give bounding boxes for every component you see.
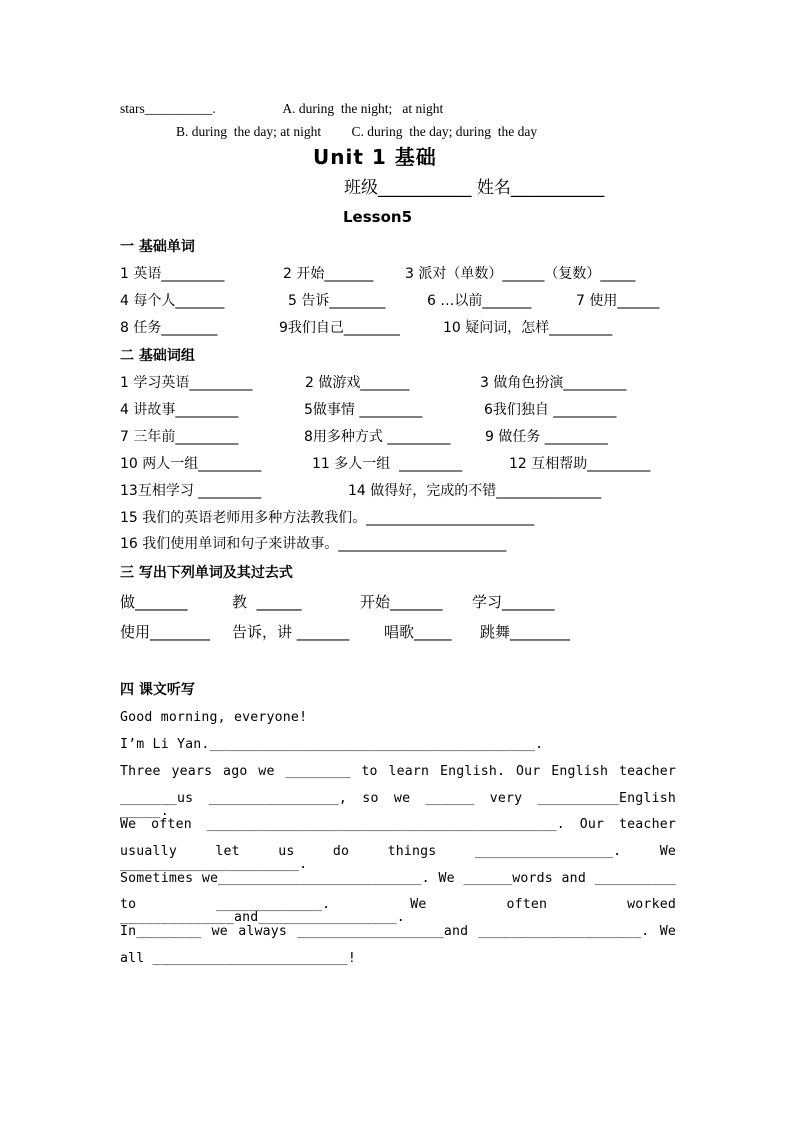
phrase-item: 7 三年前_________ <box>120 429 239 445</box>
sentence-item: 16 我们使用单词和句子来讲故事。________________________ <box>120 536 507 552</box>
phrase-item: 14 做得好，完成的不错_______________ <box>348 483 602 499</box>
phrase-item: 9 做任务 _________ <box>485 429 608 445</box>
past-tense-item: 教 ______ <box>232 593 302 611</box>
vocab-item: 6 …以前_______ <box>427 293 532 309</box>
past-tense-item: 学习_______ <box>472 593 555 611</box>
phrase-item: 5做事情 _________ <box>304 402 423 418</box>
phrase-item: 6我们独自 _________ <box>484 402 617 418</box>
prev-question-line-2: B. during the day; at night C. during the day; during the day <box>176 124 538 139</box>
section-4-heading: 四 课文听写 <box>120 682 195 698</box>
vocab-item: 10 疑问词，怎样_________ <box>443 320 613 336</box>
dictation-line: to _____________. We often worked ______________and_________________. <box>120 897 676 926</box>
vocab-item: 7 使用______ <box>576 293 660 309</box>
past-tense-item: 唱歌_____ <box>384 623 452 641</box>
dictation-line: We often ___________________________________________. Our teacher <box>120 817 676 832</box>
dictation-line: I’m Li Yan.________________________________________. <box>120 737 544 752</box>
page-title: Unit 1 基础 <box>313 145 437 169</box>
dictation-line: Good morning, everyone! <box>120 710 308 725</box>
section-1-heading: 一 基础单词 <box>120 239 195 255</box>
phrase-item: 8用多种方式 _________ <box>304 429 451 445</box>
section-3-heading: 三 写出下列单词及其过去式 <box>120 565 293 581</box>
vocab-item: 9我们自己________ <box>279 320 400 336</box>
dictation-line: Sometimes we_________________________. We ______words and __________ <box>120 871 676 886</box>
phrase-item: 1 学习英语_________ <box>120 375 253 391</box>
past-tense-item: 做_______ <box>120 593 188 611</box>
past-tense-item: 使用________ <box>120 623 211 641</box>
phrase-item: 10 两人一组_________ <box>120 456 262 472</box>
class-name-line: 班级___________ 姓名___________ <box>344 178 605 198</box>
past-tense-item: 开始_______ <box>360 593 443 611</box>
past-tense-item: 告诉，讲 _______ <box>232 623 350 641</box>
vocab-item: 2 开始_______ <box>283 266 374 282</box>
phrase-item: 4 讲故事_________ <box>120 402 239 418</box>
lesson-label: Lesson5 <box>343 208 413 226</box>
prev-question-line-1: stars__________. A. during the night; at night <box>120 101 444 116</box>
section-2-heading: 二 基础词组 <box>120 348 195 364</box>
phrase-item: 2 做游戏_______ <box>305 375 410 391</box>
phrase-item: 11 多人一组 _________ <box>312 456 463 472</box>
dictation-line: usually let us do things _________________. We ______________________. <box>120 844 676 873</box>
dictation-line: In________ we always __________________and ____________________. We <box>120 924 676 939</box>
phrase-item: 12 互相帮助_________ <box>509 456 651 472</box>
dictation-line: all ________________________! <box>120 951 357 966</box>
dictation-line: _______us ________________, so we ______ very __________English _____. <box>120 791 676 820</box>
vocab-item: 4 每个人_______ <box>120 293 225 309</box>
past-tense-item: 跳舞________ <box>480 623 571 641</box>
dictation-line: Three years ago we ________ to learn English. Our English teacher <box>120 764 676 779</box>
phrase-item: 13互相学习 _________ <box>120 483 262 499</box>
vocab-item: 5 告诉________ <box>288 293 386 309</box>
phrase-item: 3 做角色扮演_________ <box>480 375 627 391</box>
vocab-item: 1 英语_________ <box>120 266 225 282</box>
vocab-item: 8 任务________ <box>120 320 218 336</box>
sentence-item: 15 我们的英语老师用多种方法教我们。________________________ <box>120 510 535 526</box>
vocab-item: 3 派对（单数）______（复数）_____ <box>405 266 636 282</box>
